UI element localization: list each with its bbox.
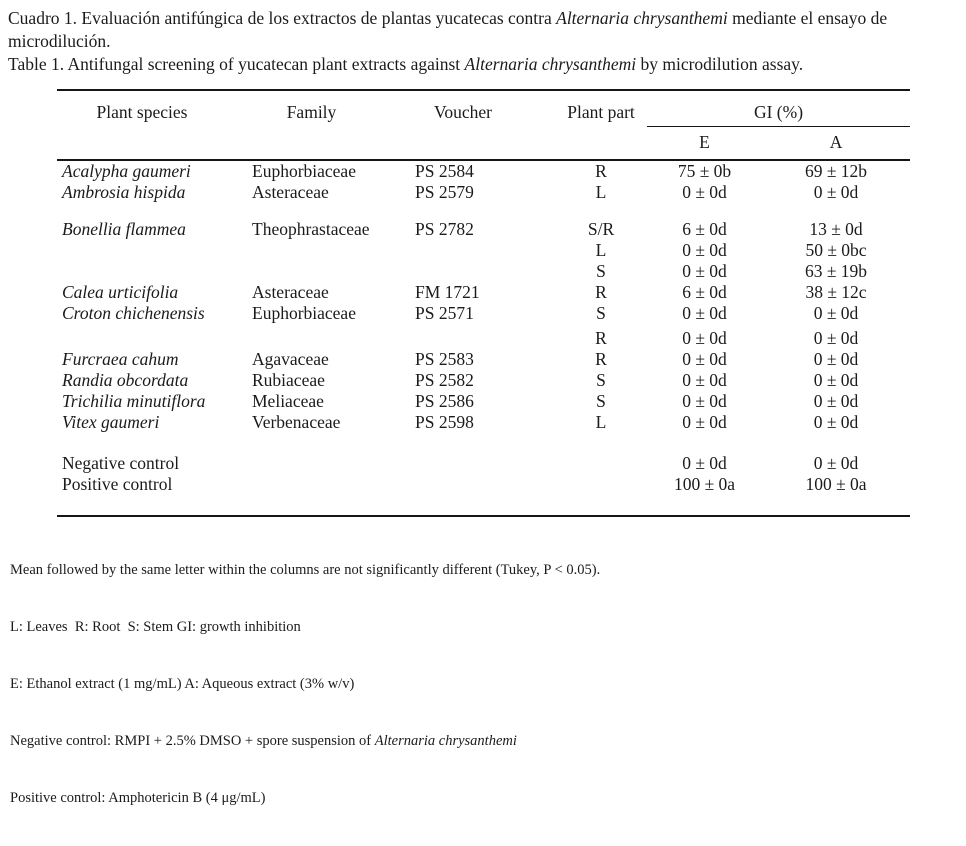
cell-voucher [415, 240, 555, 261]
cell-gi-aqueous: 0 ± 0d [813, 370, 859, 390]
cell-voucher [415, 324, 555, 349]
table-header [57, 90, 910, 160]
caption-spanish-prefix: Cuadro 1. Evaluación antifúngica de los extractos de plantas yucatecas contra [8, 8, 557, 28]
table-row [57, 240, 910, 261]
table-row [57, 412, 910, 433]
cell-plant-part: S [596, 370, 606, 390]
cell-gi-ethanol: 6 ± 0d [682, 282, 727, 302]
cell-species: Negative control [62, 453, 180, 473]
cell-plant-part: R [595, 328, 607, 348]
cell-gi-aqueous: 63 ± 19b [804, 261, 868, 281]
cell-species: Acalypha gaumeri [62, 161, 191, 181]
table-body [57, 160, 910, 516]
footnote-tukey: Mean followed by the same letter within the columns are not significantly different (Tukey, P < 0.05). [10, 562, 601, 578]
cell-voucher: PS 2782 [415, 219, 474, 239]
cell-family: Asteraceae [252, 182, 329, 202]
table-captions [0, 0, 966, 76]
cell-plant-part: L [595, 240, 607, 260]
cell-voucher [415, 261, 555, 282]
cell-plant-part: R [595, 349, 607, 369]
table-row-positive-control [57, 474, 910, 516]
cell-gi-ethanol: 75 ± 0b [677, 161, 732, 181]
cell-plant-part: S/R [587, 219, 615, 239]
cell-voucher [415, 474, 555, 516]
cell-gi-aqueous: 0 ± 0d [813, 412, 859, 432]
cell-species: Calea urticifolia [62, 282, 179, 302]
cell-gi-ethanol: 0 ± 0d [682, 328, 727, 348]
cell-gi-ethanol: 0 ± 0d [682, 261, 727, 281]
cell-gi-aqueous: 100 ± 0a [805, 474, 867, 494]
cell-gi-ethanol: 100 ± 0a [673, 474, 736, 494]
table-row [57, 324, 910, 349]
cell-plant-part [555, 433, 647, 474]
cell-gi-ethanol: 0 ± 0d [682, 182, 727, 202]
table-caption-spanish [8, 7, 960, 53]
cell-family: Euphorbiaceae [252, 303, 356, 323]
cell-family [252, 324, 415, 349]
cell-plant-part: S [596, 261, 606, 281]
cell-gi-aqueous: 13 ± 0d [809, 219, 863, 239]
cell-gi-aqueous: 0 ± 0d [813, 349, 859, 369]
cell-gi-ethanol: 0 ± 0d [682, 370, 727, 390]
cell-species: Vitex gaumeri [62, 412, 160, 432]
table-row [57, 370, 910, 391]
cell-plant-part: R [595, 161, 607, 181]
cell-family [252, 433, 415, 474]
cell-family: Rubiaceae [252, 370, 325, 390]
cell-voucher: PS 2586 [415, 391, 474, 411]
cell-family: Euphorbiaceae [252, 161, 356, 181]
footnote-extracts: E: Ethanol extract (1 mg/mL) A: Aqueous extract (3% w/v) [10, 676, 355, 692]
cell-plant-part: S [596, 303, 606, 323]
cell-species: Randia obcordata [62, 370, 189, 390]
footnote-negative-control-text: Negative control: RMPI + 2.5% DMSO + spore suspension of [10, 733, 375, 749]
cell-plant-part: S [596, 391, 606, 411]
cell-family [252, 474, 415, 516]
cell-voucher: FM 1721 [415, 282, 480, 302]
cell-gi-ethanol: 0 ± 0d [682, 240, 727, 260]
cell-gi-aqueous: 38 ± 12c [805, 282, 867, 302]
footnote-negative-control [10, 732, 966, 751]
footnotes [10, 523, 966, 846]
footnote-positive-control: Positive control: Amphotericin B (4 μg/mL) [10, 790, 266, 806]
cell-species: Croton chichenensis [62, 303, 205, 323]
footnote-negative-control-species-name: Alternaria chrysanthemi [374, 733, 517, 749]
cell-gi-ethanol: 0 ± 0d [682, 412, 727, 432]
caption-spanish-species-name: Alternaria chrysanthemi [556, 8, 728, 28]
col-header-family: Family [252, 90, 415, 160]
table-row [57, 349, 910, 370]
cell-gi-aqueous: 0 ± 0d [813, 328, 859, 348]
table-row [57, 391, 910, 412]
table-row [57, 261, 910, 282]
cell-plant-part: R [595, 282, 607, 302]
cell-gi-ethanol: 0 ± 0d [682, 453, 727, 473]
cell-gi-ethanol: 0 ± 0d [682, 349, 727, 369]
cell-species [57, 240, 252, 261]
col-header-gi-group: GI (%) [647, 90, 910, 126]
cell-species [57, 324, 252, 349]
cell-voucher: PS 2598 [415, 412, 474, 432]
cell-voucher: PS 2583 [415, 349, 474, 369]
cell-voucher: PS 2584 [415, 161, 474, 181]
caption-english-prefix: Table 1. Antifungal screening of yucatecan plant extracts against [8, 54, 465, 74]
header-row-top [57, 90, 910, 126]
cell-species: Furcraea cahum [62, 349, 179, 369]
cell-family: Asteraceae [252, 282, 329, 302]
cell-gi-aqueous: 0 ± 0d [813, 182, 859, 202]
table-caption-english [8, 53, 960, 76]
caption-english-species-name: Alternaria chrysanthemi [464, 54, 637, 74]
cell-voucher [415, 433, 555, 474]
col-header-voucher: Voucher [415, 90, 555, 160]
cell-species: Positive control [62, 474, 173, 494]
col-header-ethanol: E [647, 126, 762, 160]
cell-gi-ethanol: 6 ± 0d [682, 219, 727, 239]
cell-species: Trichilia minutiflora [62, 391, 206, 411]
table-row [57, 182, 910, 203]
cell-voucher: PS 2582 [415, 370, 474, 390]
cell-species: Ambrosia hispida [62, 182, 186, 202]
cell-family: Meliaceae [252, 391, 324, 411]
col-header-plant-part: Plant part [555, 90, 647, 160]
cell-family [252, 240, 415, 261]
cell-plant-part [555, 474, 647, 516]
cell-family: Agavaceae [252, 349, 329, 369]
cell-gi-aqueous: 69 ± 12b [804, 161, 868, 181]
cell-voucher: PS 2571 [415, 303, 474, 323]
cell-gi-aqueous: 0 ± 0d [813, 391, 859, 411]
table-row [57, 282, 910, 303]
cell-gi-ethanol: 0 ± 0d [682, 391, 727, 411]
table-row-negative-control [57, 433, 910, 474]
antifungal-results-table [57, 89, 910, 517]
cell-gi-aqueous: 50 ± 0bc [805, 240, 867, 260]
cell-species: Bonellia flammea [62, 219, 186, 239]
cell-plant-part: L [595, 182, 607, 202]
cell-plant-part: L [595, 412, 607, 432]
caption-english-suffix: by microdilution assay. [636, 54, 804, 74]
col-header-aqueous: A [762, 126, 910, 160]
cell-family [252, 261, 415, 282]
footnote-abbreviations: L: Leaves R: Root S: Stem GI: growth inhibition [10, 619, 301, 635]
cell-family: Verbenaceae [252, 412, 341, 432]
table-row [57, 303, 910, 324]
cell-family: Theophrastaceae [252, 219, 370, 239]
cell-voucher: PS 2579 [415, 182, 474, 202]
col-header-plant-species: Plant species [57, 90, 252, 160]
caption-spanish-suffix: mediante el ensayo de microdilución. [8, 8, 888, 51]
cell-gi-ethanol: 0 ± 0d [682, 303, 727, 323]
cell-gi-aqueous: 0 ± 0d [813, 303, 859, 323]
cell-species [57, 261, 252, 282]
table-row [57, 160, 910, 182]
cell-gi-aqueous: 0 ± 0d [813, 453, 859, 473]
table-row [57, 203, 910, 240]
